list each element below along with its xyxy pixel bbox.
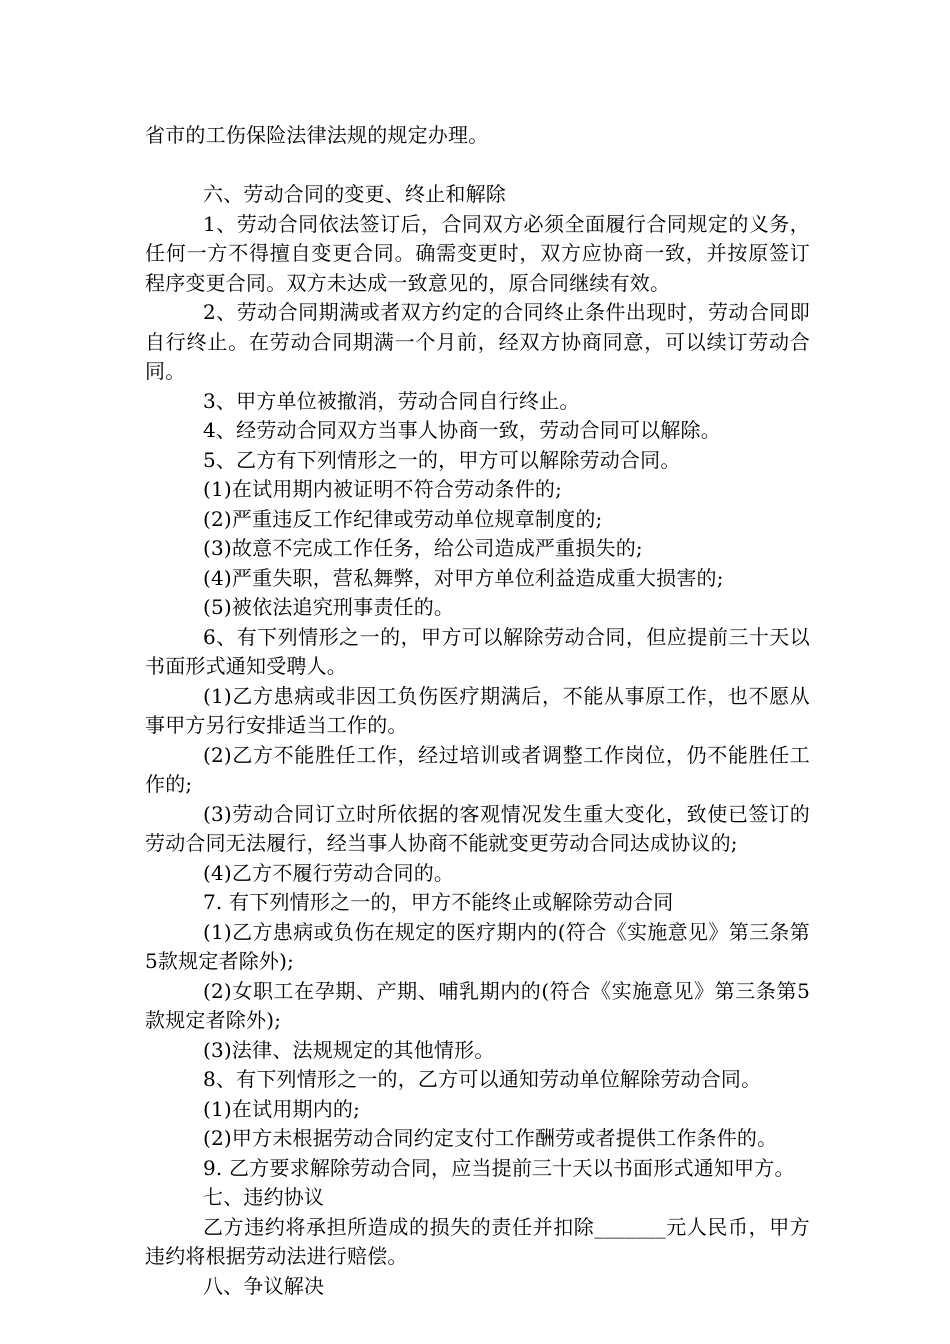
document-body bbox=[145, 121, 810, 1301]
clause-6-9: 9. 乙方要求解除劳动合同，应当提前三十天以书面形式通知甲方。 bbox=[203, 1155, 795, 1180]
clause-6-6-item-2: (2)乙方不能胜任工作，经过培训或者调整工作岗位，仍不能胜任工作的; bbox=[145, 742, 810, 796]
clause-6-6-item-4: (4)乙方不履行劳动合同的。 bbox=[203, 860, 455, 885]
clause-6-5-item-4: (4)严重失职，营私舞弊，对甲方单位利益造成重大损害的; bbox=[203, 565, 724, 590]
section-heading-6: 六、劳动合同的变更、终止和解除 bbox=[203, 182, 506, 206]
clause-6-6-item-1: (1)乙方患病或非因工负伤医疗期满后，不能从事原工作，也不愿从事甲方另行安排适当工作的。 bbox=[145, 683, 810, 737]
clause-6-7: 7. 有下列情形之一的，甲方不能终止或解除劳动合同 bbox=[203, 890, 674, 914]
clause-6-5-item-1: (1)在试用期内被证明不符合劳动条件的; bbox=[203, 477, 563, 501]
clause-6-7-item-2: (2)女职工在孕期、产期、哺乳期内的(符合《实施意见》第三条第5款规定者除外); bbox=[145, 978, 810, 1032]
clause-6-5-item-5: (5)被依法追究刑事责任的。 bbox=[203, 595, 455, 619]
clause-6-6-item-3: (3)劳动合同订立时所依据的客观情况发生重大变化，致使已签订的劳动合同无法履行，经当事人协商不能就变更劳动合同达成协议的; bbox=[145, 801, 810, 855]
clause-6-3: 3、甲方单位被撤消，劳动合同自行终止。 bbox=[203, 388, 580, 413]
clause-6-7-item-3: (3)法律、法规规定的其他情形。 bbox=[203, 1037, 495, 1062]
clause-6-8-item-1: (1)在试用期内的; bbox=[203, 1096, 361, 1121]
paragraph-gap bbox=[145, 151, 810, 181]
clause-6-5-item-2: (2)严重违反工作纪律或劳动单位规章制度的; bbox=[203, 506, 603, 531]
clause-6-5-item-3: (3)故意不完成工作任务，给公司造成严重损失的; bbox=[203, 536, 643, 560]
section-heading-8: 八、争议解决 bbox=[203, 1273, 325, 1298]
paragraph-continuation: 省市的工伤保险法律法规的规定办理。 bbox=[145, 123, 489, 147]
section-heading-7: 七、违约协议 bbox=[203, 1185, 325, 1209]
clause-6-7-item-1: (1)乙方患病或负伤在规定的医疗期内的(符合《实施意见》第三条第5款规定者除外); bbox=[145, 919, 810, 973]
clause-7-body: 乙方违约将承担所造成的损失的责任并扣除_______元人民币，甲方违约将根据劳动法进行赔偿。 bbox=[145, 1214, 810, 1268]
clause-6-1: 1、劳动合同依法签订后，合同双方必须全面履行合同规定的义务，任何一方不得擅自变更合同。确需变更时，双方应协商一致，并按原签订程序变更合同。双方未达成一致意见的，原合同继续有效。 bbox=[145, 211, 810, 295]
clause-6-2: 2、劳动合同期满或者双方约定的合同终止条件出现时，劳动合同即自行终止。在劳动合同期满一个月前，经双方协商同意，可以续订劳动合同。 bbox=[145, 300, 810, 383]
clause-6-6: 6、有下列情形之一的，甲方可以解除劳动合同，但应提前三十天以书面形式通知受聘人。 bbox=[145, 624, 810, 678]
clause-6-4: 4、经劳动合同双方当事人协商一致，劳动合同可以解除。 bbox=[203, 418, 721, 442]
clause-6-8-item-2: (2)甲方未根据劳动合同约定支付工作酬劳或者提供工作条件的。 bbox=[203, 1126, 778, 1150]
clause-6-5: 5、乙方有下列情形之一的，甲方可以解除劳动合同。 bbox=[203, 447, 681, 472]
clause-6-8: 8、有下列情形之一的，乙方可以通知劳动单位解除劳动合同。 bbox=[203, 1067, 762, 1091]
